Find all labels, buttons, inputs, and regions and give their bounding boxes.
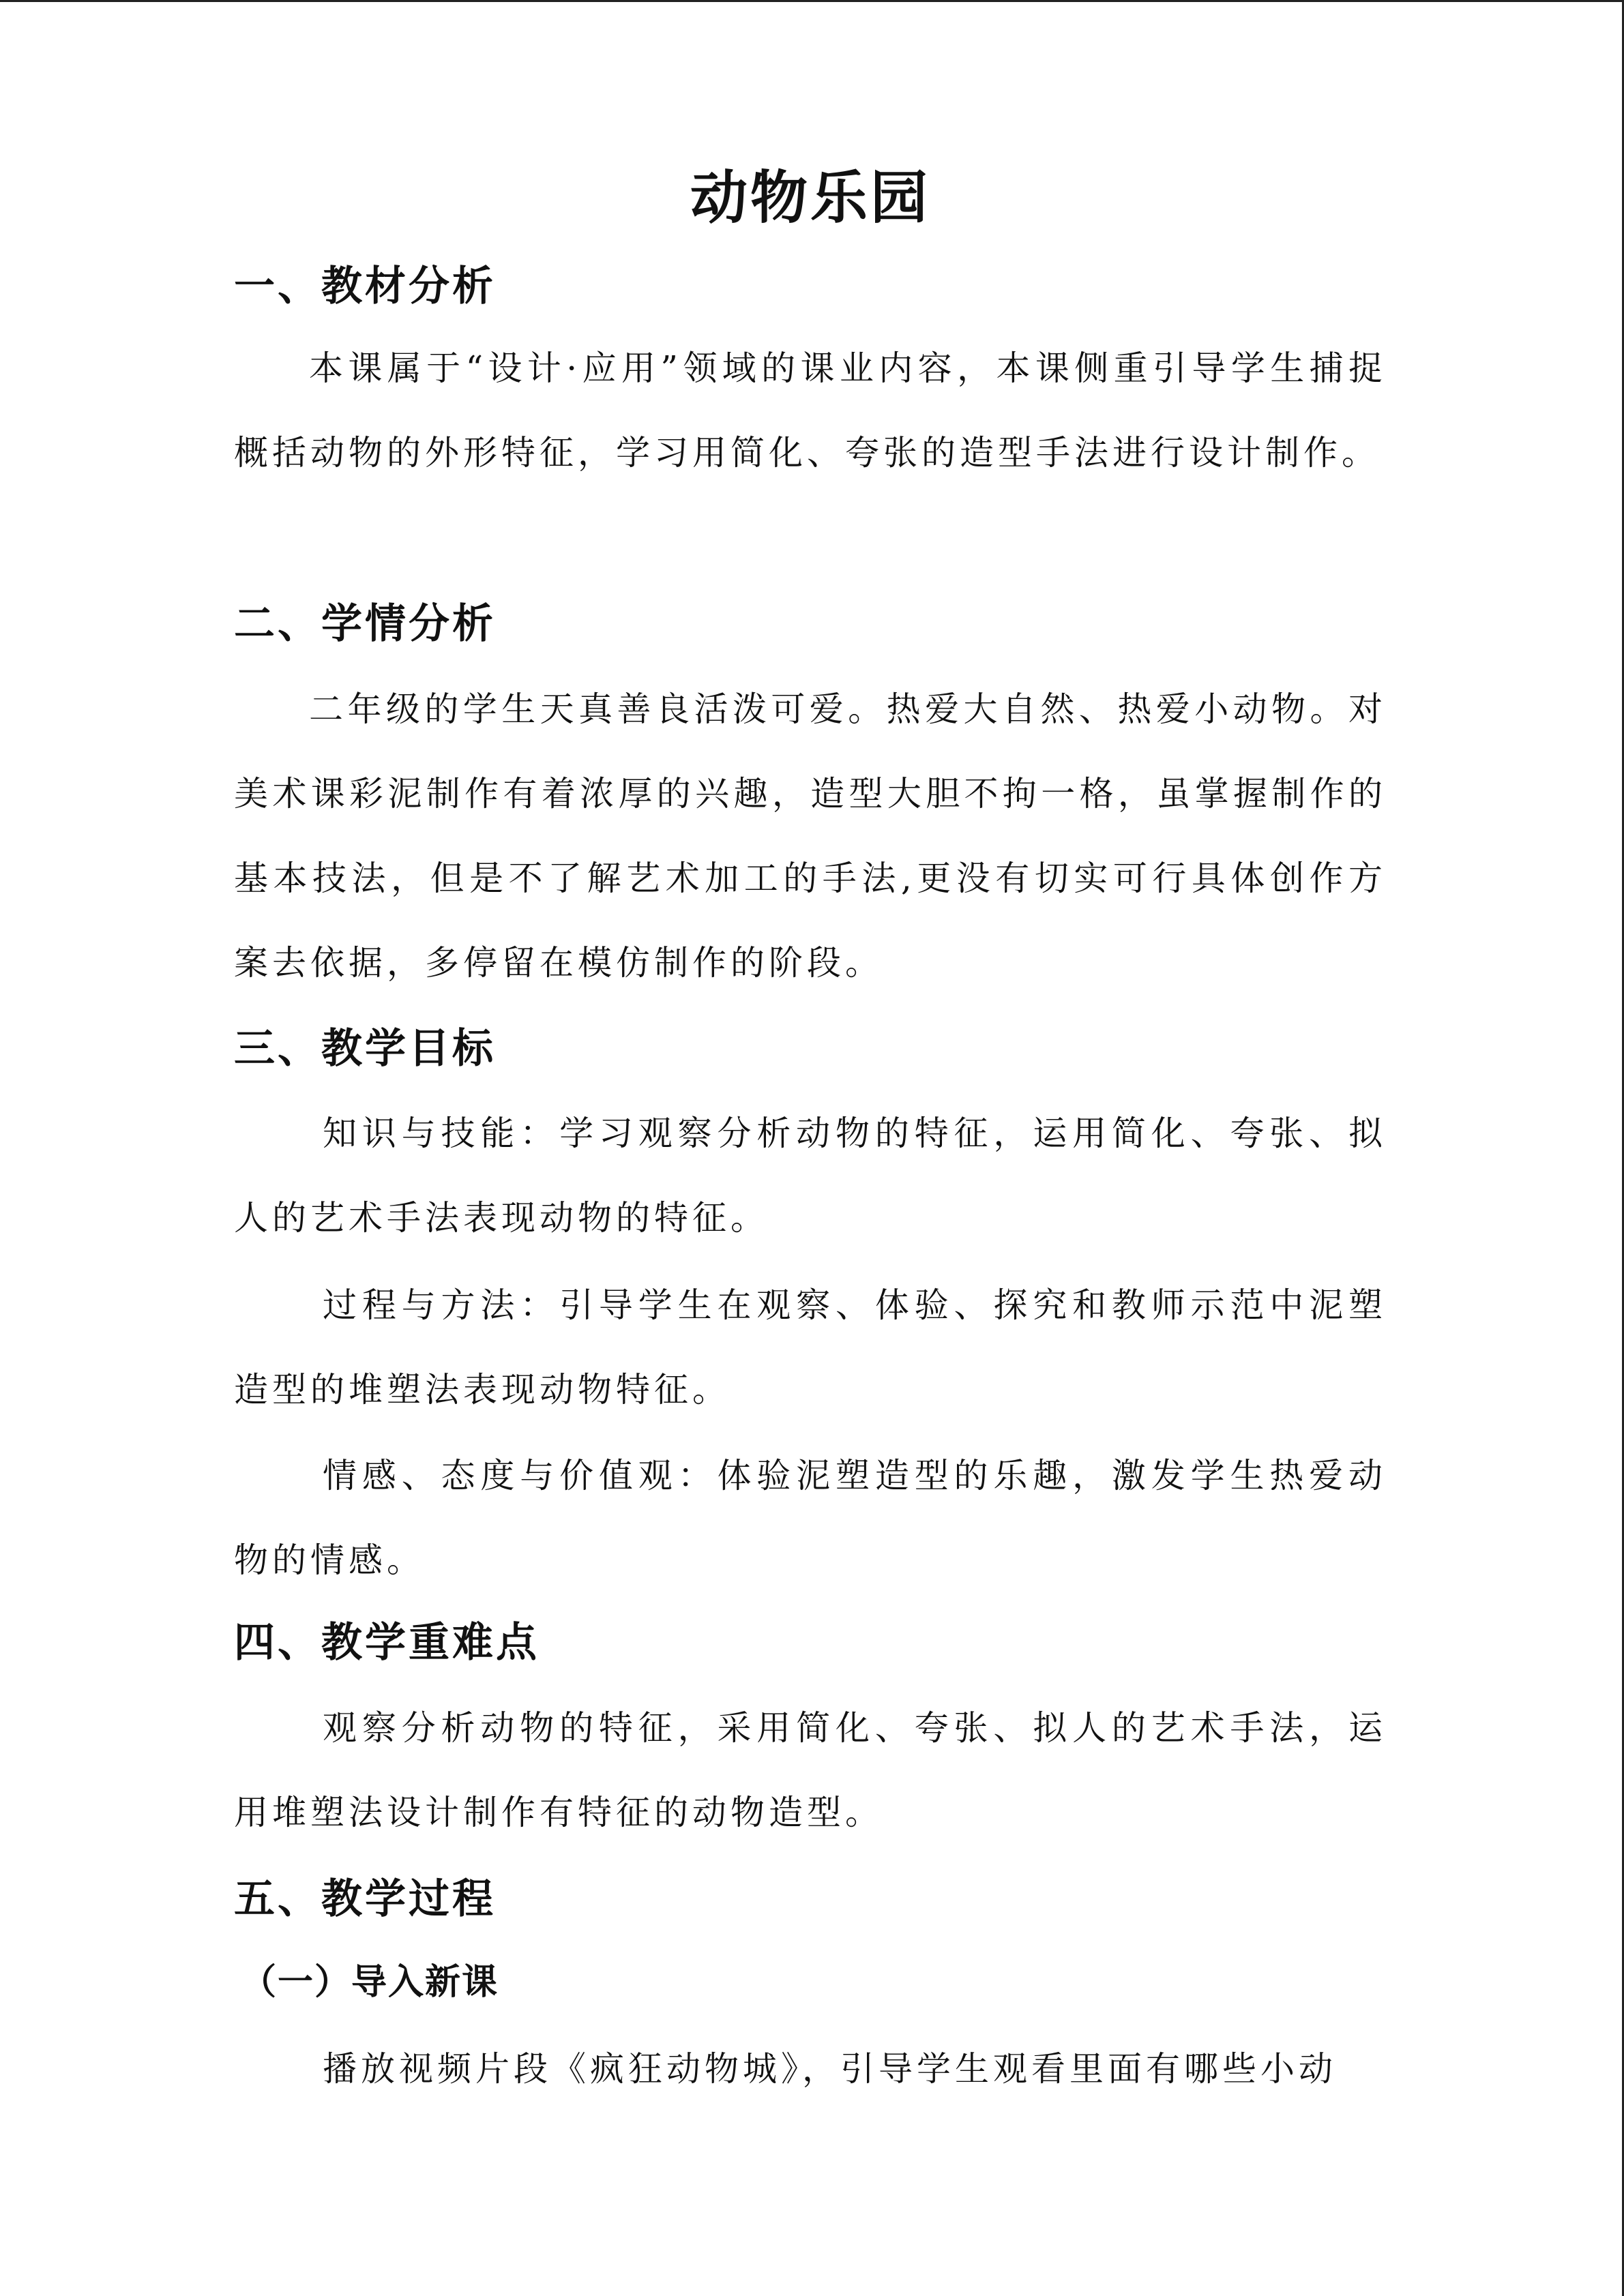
subsection-heading-introduction: （一）导入新课: [241, 1962, 499, 2003]
paragraph-introduction: 播放视频片段《疯狂动物城》，引导学生观看里面有哪些小动: [323, 2049, 1337, 2089]
section-heading-student-analysis: 二、学情分析: [234, 600, 496, 648]
section-heading-key-points: 四、教学重难点: [234, 1619, 540, 1667]
paragraph-goal-emotion: 情感、态度与价值观：体验泥塑造型的乐趣，激发学生热爱动物的情感。: [234, 1456, 1387, 1580]
document-title: 动物乐园: [690, 164, 930, 231]
paragraph-key-points: 观察分析动物的特征，采用简化、夸张、拟人的艺术手法，运用堆塑法设计制作有特征的动物造型。: [234, 1708, 1387, 1832]
section-heading-teaching-process: 五、教学过程: [234, 1875, 496, 1923]
section-heading-textbook-analysis: 一、教材分析: [234, 263, 496, 310]
section-heading-teaching-goals: 三、教学目标: [234, 1025, 496, 1073]
paragraph-textbook-analysis: 本课属于“设计·应用”领域的课业内容，本课侧重引导学生捕捉概括动物的外形特征，学习用简化、夸张的造型手法进行设计制作。: [234, 348, 1387, 473]
paragraph-student-analysis: 二年级的学生天真善良活泼可爱。热爱大自然、热爱小动物。对美术课彩泥制作有着浓厚的兴趣，造型大胆不拘一格，虽掌握制作的基本技法，但是不了解艺术加工的手法,更没有切实可行具体创作方案去依据，多停留在模仿制作的阶段。: [234, 689, 1387, 983]
paragraph-goal-knowledge: 知识与技能：学习观察分析动物的特征，运用简化、夸张、拟人的艺术手法表现动物的特征。: [234, 1114, 1387, 1238]
paragraph-goal-process: 过程与方法：引导学生在观察、体验、探究和教师示范中泥塑造型的堆塑法表现动物特征。: [234, 1285, 1387, 1410]
